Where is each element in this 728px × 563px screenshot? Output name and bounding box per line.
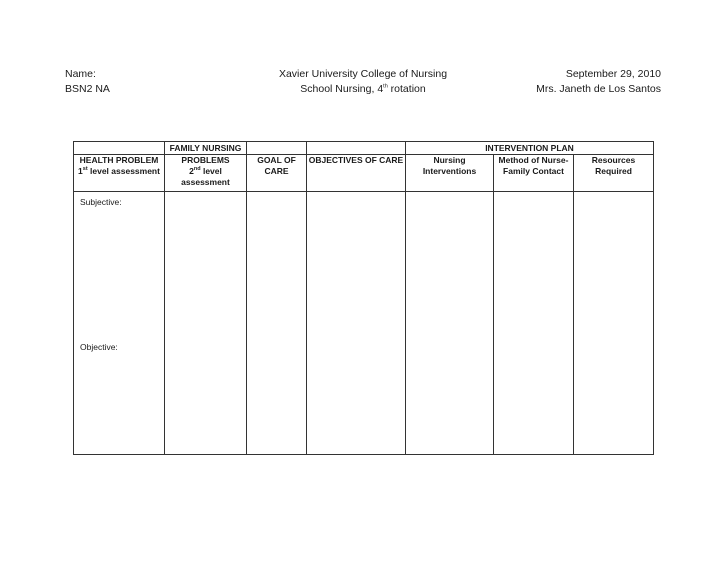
header-blank-cell bbox=[74, 142, 165, 155]
name-label: Name: bbox=[65, 68, 96, 80]
table-row bbox=[74, 192, 654, 455]
table-header-row-1 bbox=[74, 142, 654, 155]
family-nursing-problems-cell[interactable] bbox=[165, 192, 247, 455]
subjective-label: Subjective: bbox=[80, 197, 122, 207]
rotation-line: School Nursing, 4th rotation bbox=[300, 83, 426, 95]
goal-of-care-header: GOAL OF CARE bbox=[247, 155, 307, 192]
objectives-of-care-header: OBJECTIVES OF CARE bbox=[307, 155, 406, 192]
health-problem-cell[interactable] bbox=[74, 192, 165, 455]
date-text: September 29, 2010 bbox=[565, 68, 661, 80]
nursing-interventions-header: Nursing Interventions bbox=[406, 155, 494, 192]
health-problem-header: HEALTH PROBLEM 1st level assessment bbox=[74, 155, 165, 192]
objectives-of-care-cell[interactable] bbox=[307, 192, 406, 455]
institution-title: Xavier University College of Nursing bbox=[278, 68, 448, 80]
method-of-contact-header: Method of Nurse- Family Contact bbox=[494, 155, 574, 192]
resources-required-cell[interactable] bbox=[574, 192, 654, 455]
resources-required-header: Resources Required bbox=[574, 155, 654, 192]
nursing-interventions-cell[interactable] bbox=[406, 192, 494, 455]
table-header-row-2 bbox=[74, 155, 654, 192]
header-blank-cell bbox=[307, 142, 406, 155]
header-blank-cell bbox=[247, 142, 307, 155]
family-nursing-header: FAMILY NURSING bbox=[165, 142, 247, 155]
class-label: BSN2 NA bbox=[65, 83, 110, 95]
objective-label: Objective: bbox=[80, 342, 118, 352]
method-of-contact-cell[interactable] bbox=[494, 192, 574, 455]
instructor-name: Mrs. Janeth de Los Santos bbox=[536, 83, 661, 95]
family-nursing-problems-header: PROBLEMS 2nd level assessment bbox=[165, 155, 247, 192]
goal-of-care-cell[interactable] bbox=[247, 192, 307, 455]
intervention-plan-header: INTERVENTION PLAN bbox=[406, 142, 654, 155]
family-nursing-care-plan-table bbox=[73, 141, 654, 455]
